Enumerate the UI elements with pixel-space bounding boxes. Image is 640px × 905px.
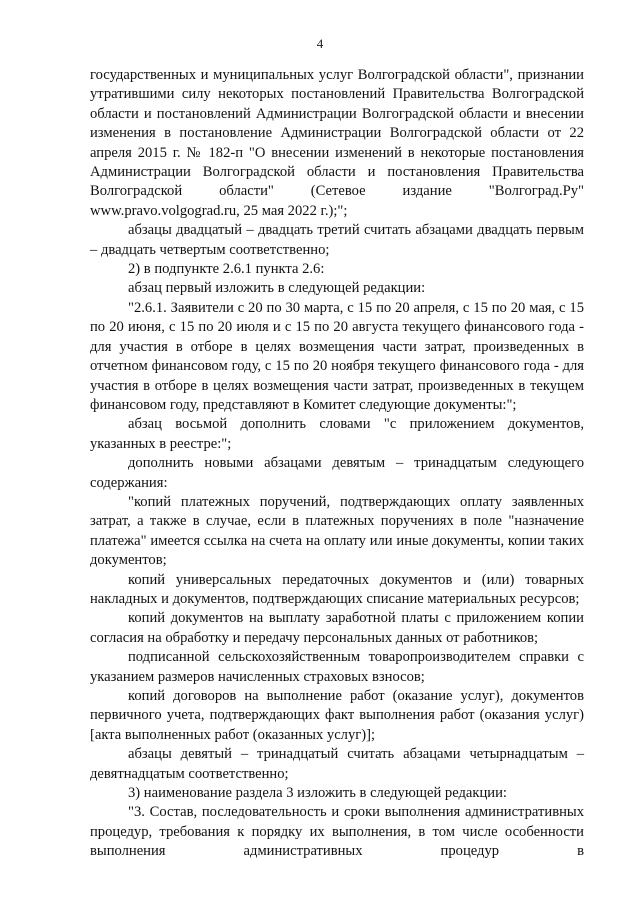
paragraph-9: копий универсальных передаточных документов и (или) товарных накладных и документов, подтверждающих списание материальных ресурсов; (90, 571, 584, 607)
page-number: 4 (316, 36, 324, 51)
paragraph-11: подписанной сельскохозяйственным товаропроизводителем справки с указанием размеров начисленных страховых взносов; (90, 649, 584, 685)
paragraph-13: абзацы девятый – тринадцатый считать абзацами четырнадцатым – девятнадцатым соответственно; (90, 746, 584, 782)
paragraph-8: "копий платежных поручений, подтверждающих оплату заявленных затрат, а также в случае, если в платежных поручениях в поле "назначение платежа" имеется ссылка на счета на оплату или иные документы, копии таких документов; (90, 493, 584, 569)
paragraph-6: абзац восьмой дополнить словами "с приложением документов, указанных в реестре:"; (90, 416, 584, 452)
document-body (90, 66, 584, 862)
paragraph-10: копий документов на выплату заработной платы с приложением копии согласия на обработку и передачу персональных данных от работников; (90, 610, 584, 646)
paragraph-12: копий договоров на выполнение работ (оказание услуг), документов первичного учета, подтверждающих факт выполнения работ (оказания услуг) [акта выполненных работ (оказанных услуг)]; (90, 688, 584, 743)
paragraph-7: дополнить новыми абзацами девятым – тринадцатым следующего содержания: (90, 455, 584, 491)
paragraph-3: 2) в подпункте 2.6.1 пункта 2.6: (128, 261, 325, 278)
paragraph-4: абзац первый изложить в следующей редакции: (128, 280, 426, 297)
paragraph-15: "3. Состав, последовательность и сроки выполнения административных процедур, требования к порядку их выполнения, в том числе особенности выполнения административных процедур в (90, 804, 584, 860)
paragraph-2: абзацы двадцатый – двадцать третий считать абзацами двадцать первым – двадцать четвертым соответственно; (90, 222, 584, 258)
paragraph-14: 3) наименование раздела 3 изложить в следующей редакции: (128, 785, 507, 802)
paragraph-5: "2.6.1. Заявители с 20 по 30 марта, с 15 по 20 апреля, с 15 по 20 мая, с 15 по 20 июня, с 15 по 20 июля и с 15 по 20 августа текущего финансового года - для участия в отборе в целях возмещения части затрат, произведенных в отчетном финансовом году, с 15 по 20 ноября текущего финансового года - для участия в отборе в целях возмещения части затрат, произведенных в текущем финансовом году, представляют в Комитет следующие документы:"; (90, 299, 584, 413)
paragraph-1: государственных и муниципальных услуг Волгоградской области", признании утратившими силу некоторых постановлений Правительства Волгоградской области и постановлений Администрации Волгоградской области и внесении изменения в постановление Администрации Волгоградской области от 22 апреля 2015 г. № 182-п "О внесении изменений в некоторые постановления Администрации Волгоградской области и постановления Правительства Волгоградской области" (Сетевое издание "Волгоград.Ру" www.pravo.volgograd.ru, 25 мая 2022 г.);"; (90, 67, 584, 219)
